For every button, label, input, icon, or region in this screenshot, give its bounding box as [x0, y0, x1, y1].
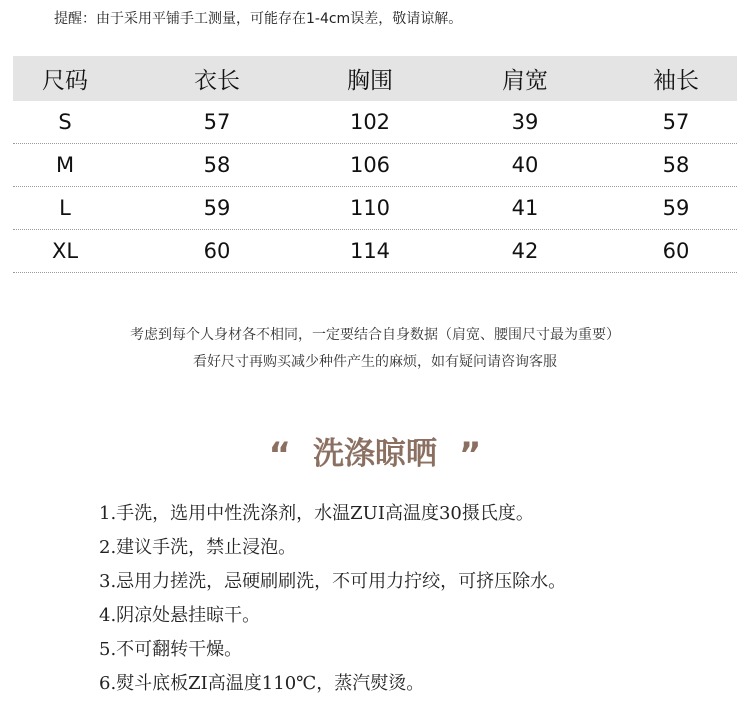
care-section-title — [0, 428, 750, 475]
header-shoulder: 肩宽 — [502, 68, 548, 94]
list-item: 1.手洗，选用中性洗涤剂，水温ZUI高温度30摄氏度。 — [99, 503, 534, 524]
chest-cell: 110 — [349, 196, 391, 220]
size-cell: S — [58, 110, 72, 134]
chest-cell: 102 — [349, 110, 391, 134]
header-chest: 胸围 — [347, 68, 393, 94]
size-table-header — [13, 56, 737, 101]
length-cell: 59 — [203, 196, 231, 220]
open-quote-mark: “ — [268, 435, 291, 475]
table-row — [13, 101, 737, 144]
size-table — [13, 56, 737, 273]
list-item: 3.忌用力搓洗，忌硬刷刷洗，不可用力拧绞，可挤压除水。 — [99, 571, 567, 592]
sizing-tip-line-1: 考虑到每个人身材各不相同，一定要结合自身数据（肩宽、腰围尺寸最为重要） — [130, 327, 620, 343]
header-size: 尺码 — [42, 68, 88, 94]
header-length: 衣长 — [194, 68, 240, 94]
list-item: 5.不可翻转干燥。 — [99, 639, 243, 660]
length-cell: 58 — [203, 153, 231, 177]
care-instructions-list — [99, 497, 566, 701]
chest-cell: 106 — [349, 153, 391, 177]
header-sleeve: 袖长 — [653, 68, 699, 94]
list-item: 2.建议手洗，禁止浸泡。 — [99, 537, 297, 558]
sleeve-cell: 57 — [662, 110, 690, 134]
list-item: 6.熨斗底板ZI高温度110℃，蒸汽熨烫。 — [99, 673, 425, 694]
table-row — [13, 187, 737, 230]
table-row — [13, 230, 737, 273]
length-cell: 57 — [203, 110, 231, 134]
sleeve-cell: 59 — [662, 196, 690, 220]
size-cell: L — [59, 196, 71, 220]
shoulder-cell: 39 — [511, 110, 539, 134]
length-cell: 60 — [203, 239, 231, 263]
table-row — [13, 144, 737, 187]
care-title-text: 洗涤晾晒 — [313, 436, 437, 472]
sizing-tip-line-2: 看好尺寸再购买减少种件产生的麻烦，如有疑问请咨询客服 — [193, 354, 557, 370]
chest-cell: 114 — [349, 239, 391, 263]
shoulder-cell: 42 — [511, 239, 539, 263]
sleeve-cell: 60 — [662, 239, 690, 263]
sleeve-cell: 58 — [662, 153, 690, 177]
close-quote-mark: ” — [459, 435, 482, 475]
list-item: 4.阴凉处悬挂晾干。 — [99, 605, 261, 626]
shoulder-cell: 40 — [511, 153, 539, 177]
size-cell: M — [55, 153, 75, 177]
shoulder-cell: 41 — [511, 196, 539, 220]
measurement-notice: 提醒：由于采用平铺手工测量，可能存在1-4cm误差，敬请谅解。 — [54, 11, 463, 27]
size-cell: XL — [51, 239, 79, 263]
